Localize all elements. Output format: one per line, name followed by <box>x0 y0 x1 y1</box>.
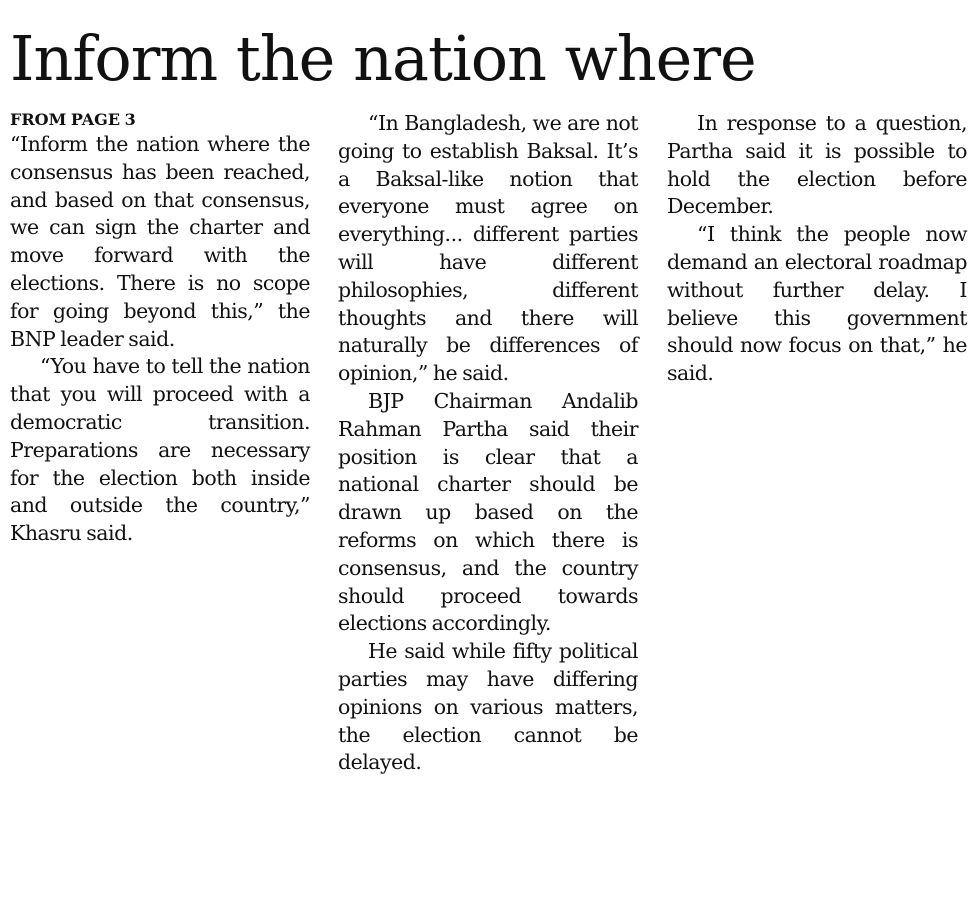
column-3 <box>667 110 967 388</box>
paragraph: He said while fifty political parties may have differing opinions on various matters, the election cannot be delayed. <box>338 639 638 775</box>
paragraph: “You have to tell the nation that you will proceed with a democratic transition. Preparations are necessary for the election both inside and outside the country,” Khasru said. <box>10 354 310 546</box>
headline: Inform the nation where <box>10 22 756 95</box>
column-2 <box>338 110 638 777</box>
paragraph: “Inform the nation where the consensus has been reached, and based on that consensus, we can sign the charter and move forward with the elections. There is no scope for going beyond this,” the BNP leader said. <box>10 132 310 351</box>
paragraph: “In Bangladesh, we are not going to establish Baksal. It’s a Baksal-like notion that everyone must agree on everything... different parties will have different philosophies, different thoughts and there will naturally be differences of opinion,” he said. <box>338 111 638 386</box>
paragraph: In response to a question, Partha said it is possible to hold the election before December. <box>667 111 967 219</box>
column-1 <box>10 110 310 548</box>
paragraph: “I think the people now demand an electoral roadmap without further delay. I believe this government should now focus on that,” he said. <box>667 222 967 386</box>
newspaper-page <box>10 22 967 882</box>
paragraph: BJP Chairman Andalib Rahman Partha said their position is clear that a national charter should be drawn up based on the reforms on which there is consensus, and the country should proceed towards elections accordingly. <box>338 388 638 636</box>
jump-label: FROM PAGE 3 <box>10 110 136 129</box>
